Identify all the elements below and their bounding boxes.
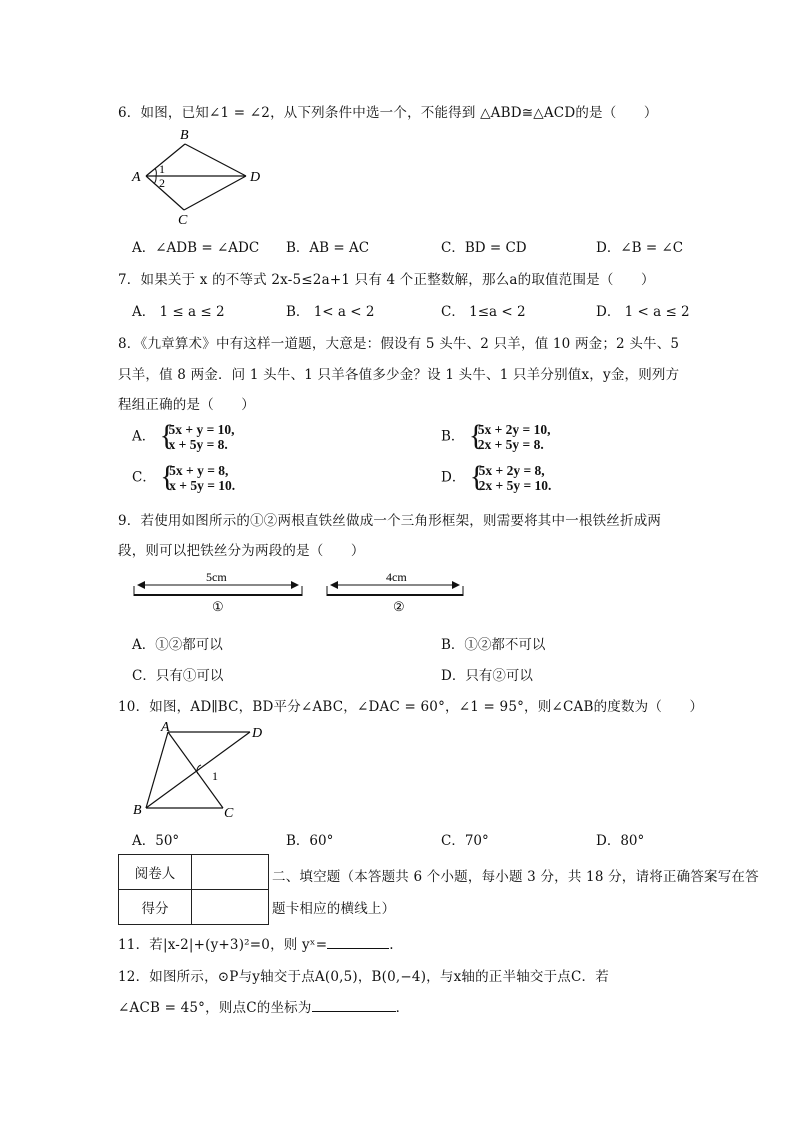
wire2-label: ② [393, 599, 405, 614]
q11-answer-blank[interactable] [327, 936, 389, 949]
label-C: C [178, 213, 188, 228]
q8-line-3: 程组正确的是（ ） [118, 397, 255, 413]
brace-icon: { [469, 460, 485, 493]
q12-end: ． [395, 1000, 410, 1016]
q7-option-a: A． 1 ≤ a ≤ 2 [132, 304, 225, 320]
label-A: A [132, 170, 141, 185]
q8-option-b [441, 419, 551, 452]
q6-option-a: A．∠ADB = ∠ADC [132, 240, 260, 256]
q6-option-d: D．∠B = ∠C [596, 240, 684, 256]
brace-icon: { [160, 460, 175, 493]
option-label: A． [132, 428, 156, 445]
segment-AC [146, 176, 184, 210]
section-title-line-1: 二、填空题（本答题共 6 个小题，每小题 3 分，共 18 分，请将正确答案写在答 [272, 869, 759, 885]
q7-option-b: B． 1< a < 2 [286, 304, 375, 320]
equation-2: 2x + 5y = 10. [478, 478, 552, 493]
label-D: D [252, 726, 263, 741]
q10-option-b: B．60° [286, 833, 334, 849]
equation-system [160, 460, 236, 493]
segment-AB [146, 144, 185, 176]
q9-option-b: B．①②都不可以 [441, 637, 546, 653]
q9-line-1: 9．若使用如图所示的①②两根直铁丝做成一个三角形框架，则需要将其中一根铁丝折成两 [118, 513, 662, 529]
q10-figure [128, 718, 268, 828]
q12-line-2-wrap [118, 996, 409, 1016]
q8-line-2: 只羊，值 8 两金．问 1 头牛、1 只羊各值多少金？设 1 头牛、1 只羊分别值x，y金，则列方 [118, 367, 680, 383]
label-D: D [250, 170, 261, 185]
option-label: B． [441, 428, 465, 445]
equation-2: 2x + 5y = 8. [477, 437, 544, 452]
reviewer-cell[interactable] [192, 855, 269, 890]
label-A: A [161, 720, 170, 735]
q6-option-c: C．BD = CD [441, 240, 527, 256]
q6-figure [128, 124, 268, 232]
q10-stem: 10．如图，AD∥BC，BD平分∠ABC，∠DAC = 60°，∠1 = 95°，则∠CAB的度数为（ ） [118, 699, 704, 715]
brace-icon: { [159, 419, 174, 452]
section-title-line-2: 题卡相应的横线上） [272, 901, 396, 917]
label-angle-1: 1 [159, 162, 165, 176]
segment-BD [146, 732, 250, 808]
wire1-label: ① [212, 599, 224, 614]
reviewer-label: 阅卷人 [119, 855, 192, 890]
q11-stem: 11．若|x-2|+(y+3)²=0，则 yˣ= [118, 937, 328, 953]
score-label: 得分 [119, 890, 192, 925]
q12-answer-blank[interactable] [312, 999, 396, 1012]
equation-1: 5x + y = 10, [168, 422, 235, 437]
label-B: B [133, 803, 142, 818]
equation-1: 5x + 2y = 8, [478, 463, 545, 478]
q9-figure [128, 568, 473, 622]
equation-system [468, 419, 551, 452]
q12-line-1: 12．如图所示，⊙P与y轴交于点A(0,5)，B(0,−4)，与x轴的正半轴交于点C．若 [118, 969, 609, 985]
q9-option-c: C．只有①可以 [132, 668, 224, 684]
equation-system [469, 460, 552, 493]
q6-stem: 6．如图，已知∠1 = ∠2，从下列条件中选一个，不能得到 △ABD≅△ACD的是（ ） [118, 105, 658, 121]
q6-option-b: B．AB = AC [286, 240, 370, 256]
label-angle-2: 2 [159, 176, 165, 190]
grading-table [118, 854, 269, 925]
option-label: D． [441, 469, 466, 486]
q8-option-a [132, 419, 235, 452]
q10-option-d: D．80° [596, 833, 645, 849]
option-label: C． [132, 469, 156, 486]
q8-line-1: 8．《九章算术》中有这样一道题，大意是：假设有 5 头牛、2 只羊，值 10 两金；2 头牛、5 [118, 336, 680, 352]
equation-1: 5x + y = 8, [169, 463, 229, 478]
q11-end: . [389, 937, 394, 953]
equation-2: x + 5y = 8. [168, 437, 228, 452]
q10-option-a: A．50° [132, 833, 180, 849]
segment-BD [185, 144, 246, 176]
q7-stem: 7．如果关于 x 的不等式 2x-5≤2a+1 只有 4 个正整数解，那么a的取值范围是（ ） [118, 272, 655, 288]
wire1-length: 5cm [206, 570, 227, 584]
q10-option-c: C．70° [441, 833, 489, 849]
equation-system [159, 419, 235, 452]
q11 [118, 933, 394, 953]
segment-AB [146, 732, 168, 808]
q7-option-d: D． 1 < a ≤ 2 [596, 304, 690, 320]
angle-1-arc [155, 168, 156, 176]
wire2-length: 4cm [386, 570, 407, 584]
q7-option-c: C． 1≤a < 2 [441, 304, 526, 320]
label-angle-1: 1 [212, 769, 218, 783]
q9-line-2: 段，则可以把铁丝分为两段的是（ ） [118, 543, 365, 559]
segment-CD [184, 176, 246, 210]
score-cell[interactable] [192, 890, 269, 925]
angle-2-arc [154, 176, 156, 184]
label-C: C [224, 806, 234, 821]
equation-1: 5x + 2y = 10, [477, 422, 551, 437]
q8-option-c [132, 460, 236, 493]
q9-option-d: D．只有②可以 [441, 668, 533, 684]
brace-icon: { [468, 419, 484, 452]
q9-option-a: A．①②都可以 [132, 637, 223, 653]
label-B: B [180, 128, 189, 143]
q8-option-d [441, 460, 552, 493]
q12-line-2: ∠ACB = 45°，则点C的坐标为 [118, 1000, 312, 1016]
equation-2: x + 5y = 10. [169, 478, 236, 493]
